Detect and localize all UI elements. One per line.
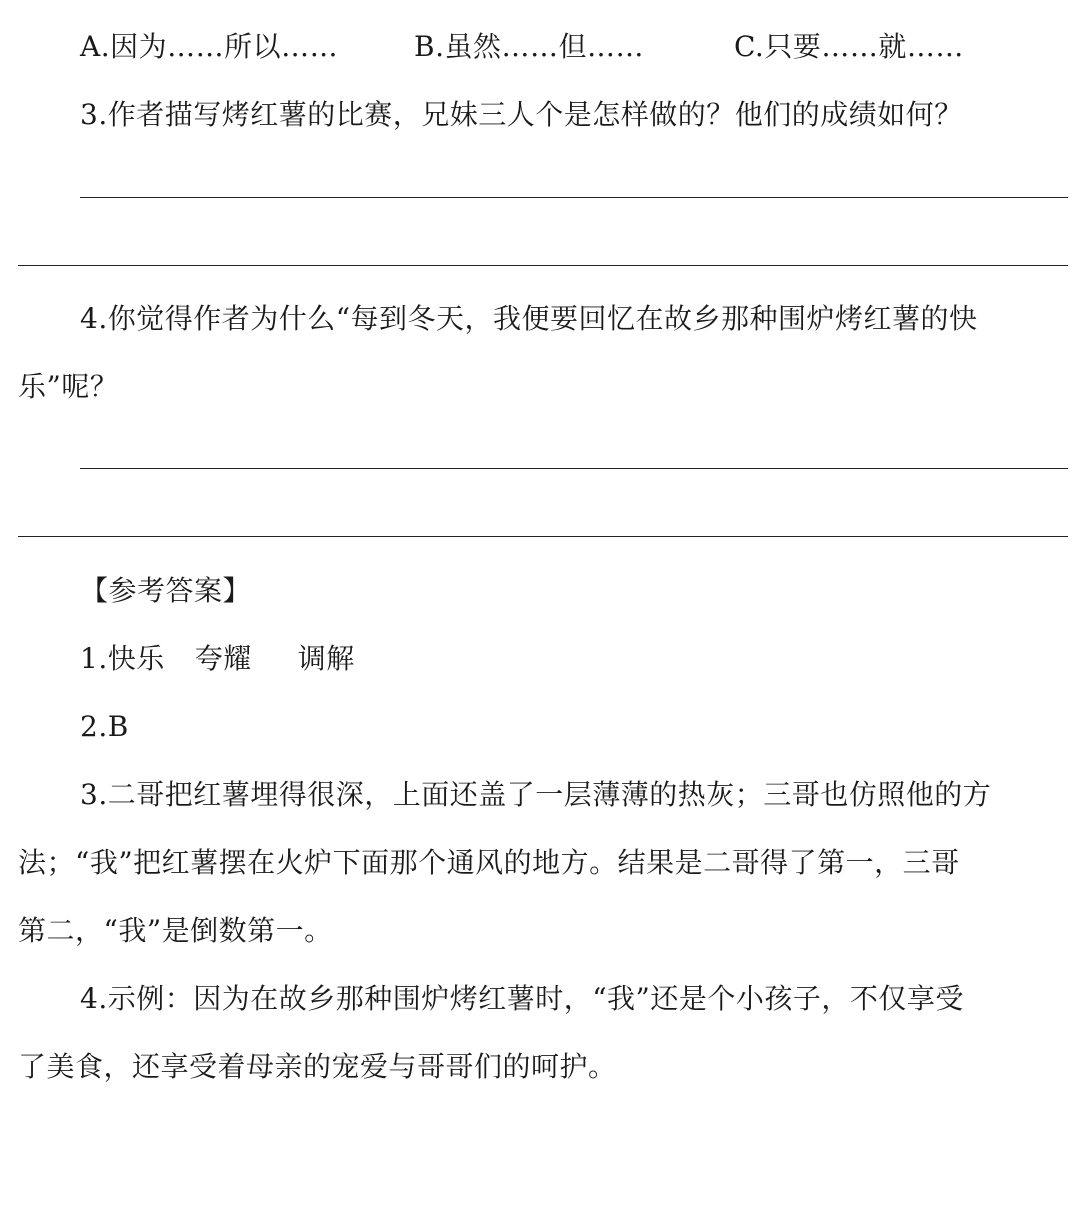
answer-1-word-2: 夸耀 <box>194 642 252 675</box>
question-4-line-2: 乐”呢？ <box>18 370 119 403</box>
answer-3-line-1: 3.二哥把红薯埋得很深，上面还盖了一层薄薄的热灰；三哥也仿照他的方 <box>80 778 992 811</box>
answer-2: 2.B <box>80 710 129 743</box>
answer-1 <box>80 642 355 676</box>
question-4-line-1: 4.你觉得作者为什么“每到冬天，我便要回忆在故乡那种围炉烤红薯的快 <box>80 302 978 335</box>
answer-line-q4-1 <box>80 468 1068 469</box>
option-c: C.只要……就…… <box>734 30 964 63</box>
option-b: B.虽然……但…… <box>414 30 644 63</box>
answer-3-line-2: 法；“我”把红薯摆在火炉下面那个通风的地方。结果是二哥得了第一，三哥 <box>18 846 960 879</box>
answer-1-word-1: 快乐 <box>107 642 165 675</box>
question-3: 3.作者描写烤红薯的比赛，兄妹三人个是怎样做的？他们的成绩如何？ <box>80 98 963 131</box>
answer-line-q4-2 <box>18 536 1068 537</box>
options-row <box>0 30 1080 64</box>
answers-heading: 【参考答案】 <box>80 574 252 607</box>
answer-4-line-1: 4.示例：因为在故乡那种围炉烤红薯时，“我”还是个小孩子，不仅享受 <box>80 982 964 1015</box>
answer-1-word-3: 调解 <box>297 642 355 675</box>
answer-3-line-3: 第二，“我”是倒数第一。 <box>18 914 333 947</box>
answer-4-line-2: 了美食，还享受着母亲的宠爱与哥哥们的呵护。 <box>18 1050 617 1083</box>
option-a: A.因为……所以…… <box>80 30 339 63</box>
answer-1-number: 1. <box>80 642 108 675</box>
answer-line-q3-1 <box>80 197 1068 198</box>
answer-line-q3-2 <box>18 265 1068 266</box>
